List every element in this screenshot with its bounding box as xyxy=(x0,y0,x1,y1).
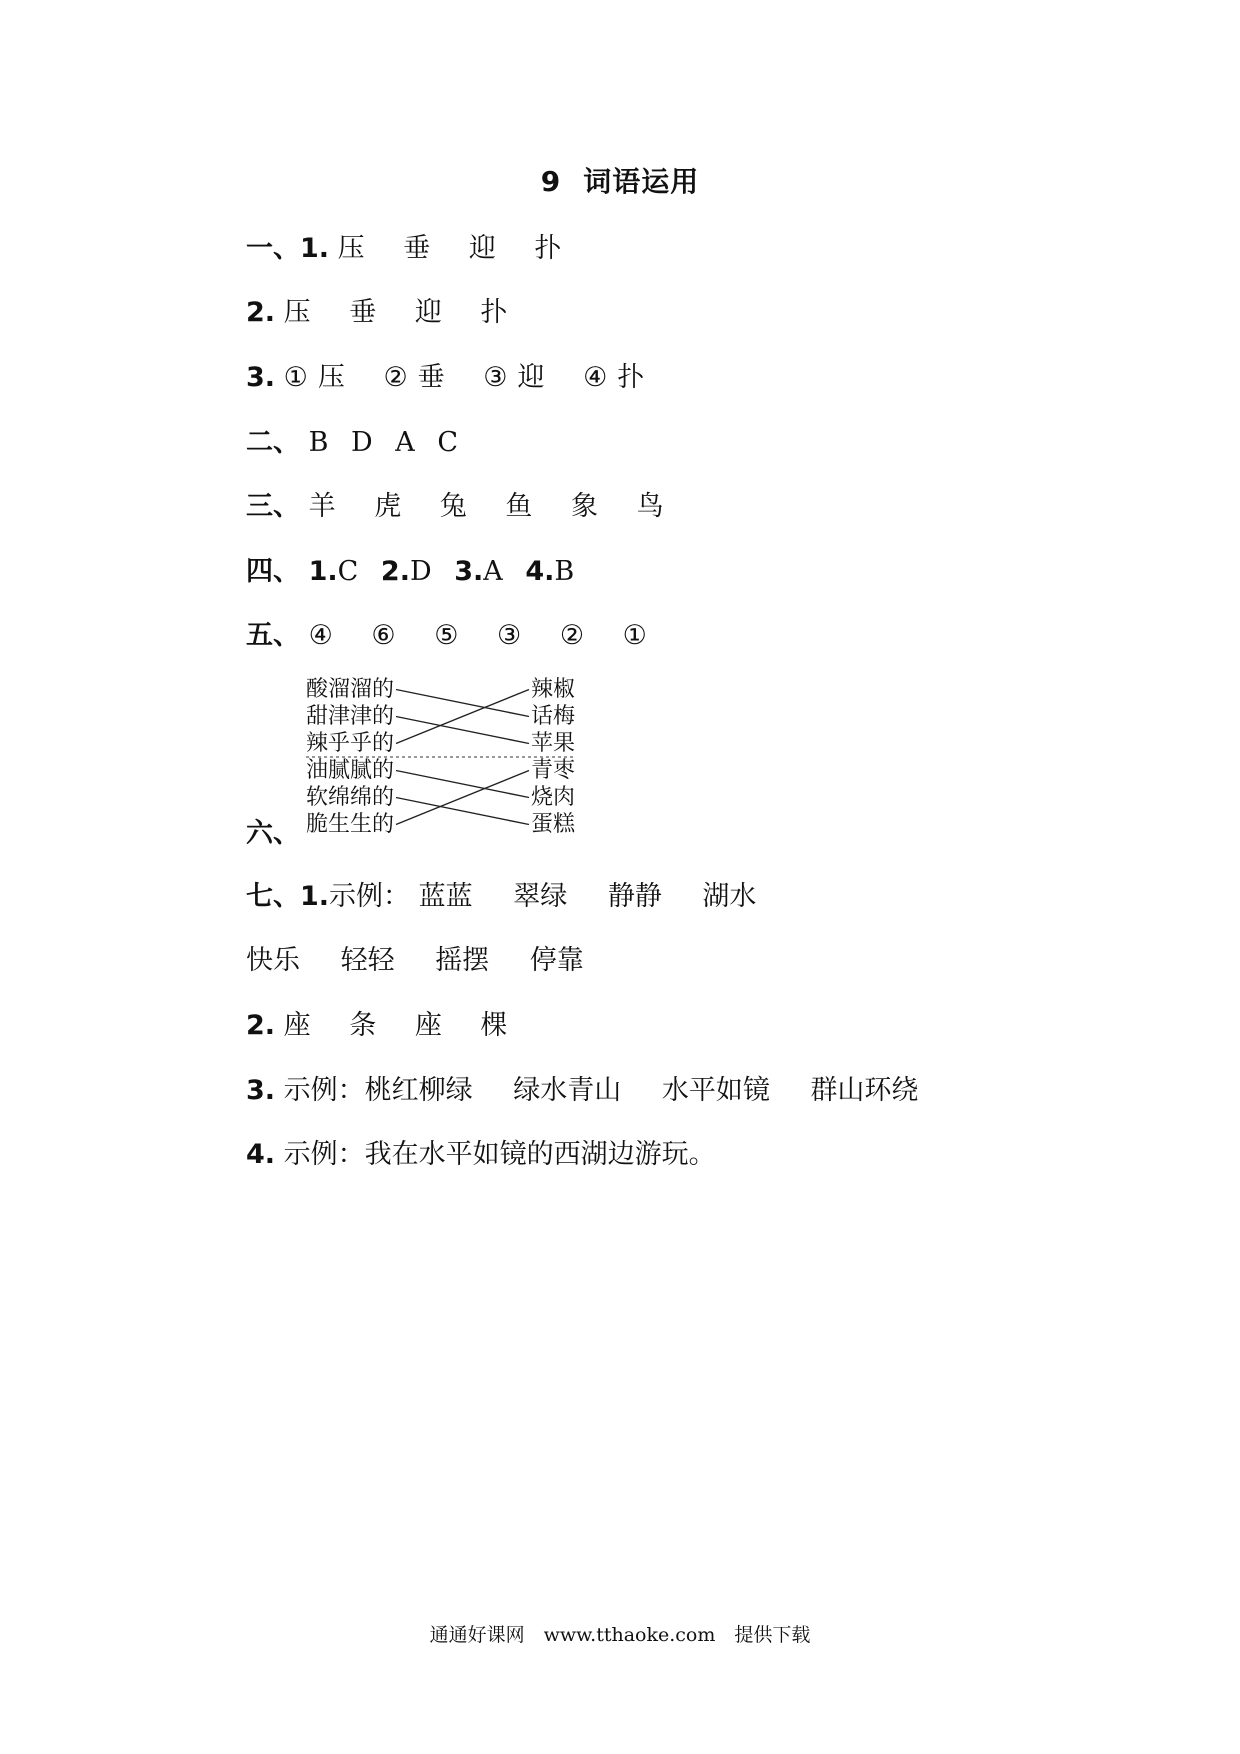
answer-item: 虎 xyxy=(374,491,402,522)
matching-diagram xyxy=(246,676,646,849)
matching-right-item: 蛋糕 xyxy=(531,812,576,837)
answer-item: 压 xyxy=(317,362,345,393)
matching-right-item: 苹果 xyxy=(531,731,576,756)
answer-item: 垂 xyxy=(403,233,431,264)
answer-label: 3. xyxy=(246,1075,276,1106)
answer-item: 垂 xyxy=(417,362,445,393)
answer-item: 翠绿 xyxy=(513,881,568,912)
answer-item: 扑 xyxy=(617,362,645,393)
answer-item: 绿水青山 xyxy=(513,1075,622,1106)
answer-item: 座 xyxy=(414,1010,442,1041)
answer-item: 蓝蓝 xyxy=(418,881,473,912)
answer-item: 鸟 xyxy=(636,491,664,522)
answer-item: ④ xyxy=(308,620,333,651)
answer-item: D xyxy=(351,427,373,458)
matching-line xyxy=(396,771,529,825)
answer-item: 快乐 xyxy=(246,945,300,976)
matching-right-item: 青枣 xyxy=(531,758,576,783)
answer-1-3 xyxy=(246,361,644,395)
answer-label: 4. xyxy=(246,1139,276,1170)
answer-item: C xyxy=(437,427,459,458)
answer-item: ① xyxy=(622,620,647,651)
answer-item: A xyxy=(483,556,503,587)
circled-number: ③ xyxy=(483,362,508,393)
answer-label: 2. xyxy=(246,297,276,328)
example-prefix: 示例： xyxy=(283,1139,365,1170)
answer-item: B xyxy=(308,427,329,458)
matching-left-item: 甜津津的 xyxy=(306,704,395,729)
answer-1-2 xyxy=(246,296,507,330)
matching-line xyxy=(396,690,529,717)
answer-item: 轻轻 xyxy=(340,945,395,976)
answer-item: 湖水 xyxy=(702,881,757,912)
matching-left-item: 油腻腻的 xyxy=(306,758,395,783)
answer-item: 迎 xyxy=(468,233,496,264)
page-title xyxy=(0,160,1240,200)
answer-item: ⑤ xyxy=(434,620,459,651)
answer-label: 2. xyxy=(246,1010,276,1041)
matching-line xyxy=(396,798,529,825)
matching-line xyxy=(396,771,529,798)
matching-line xyxy=(396,717,529,744)
answer-item: ② xyxy=(559,620,585,651)
answer-7-2 xyxy=(246,1009,507,1043)
answer-label: 三、 xyxy=(246,491,300,522)
answer-item: 迎 xyxy=(517,362,545,393)
answer-7-1-cont xyxy=(246,944,616,978)
answer-label: 七、1. xyxy=(246,881,330,912)
example-prefix: 示例： xyxy=(283,1075,365,1106)
question-number: 3. xyxy=(454,556,484,587)
answer-item: 象 xyxy=(570,491,598,522)
answer-item: 桃红柳绿 xyxy=(364,1075,473,1106)
answer-label: 五、 xyxy=(246,620,300,651)
question-number: 4. xyxy=(525,556,555,587)
answer-item: 条 xyxy=(349,1010,377,1041)
answer-item: 兔 xyxy=(439,491,467,522)
example-prefix: 示例： xyxy=(329,881,411,912)
question-number: 2. xyxy=(380,556,410,587)
answer-4 xyxy=(246,555,588,589)
matching-right-item: 辣椒 xyxy=(531,677,576,702)
answer-item: 扑 xyxy=(480,297,508,328)
matching-left-item: 酸溜溜的 xyxy=(306,677,395,702)
answer-label: 四、 xyxy=(246,556,300,587)
answer-item: 群山环绕 xyxy=(810,1075,919,1106)
circled-number: ① xyxy=(283,362,308,393)
answer-2 xyxy=(246,426,472,460)
matching-line xyxy=(396,690,529,744)
answer-3 xyxy=(246,490,664,524)
title-text: 词语运用 xyxy=(583,165,700,198)
matching-left-item: 辣乎乎的 xyxy=(306,731,395,756)
answer-item: 鱼 xyxy=(505,491,533,522)
answer-7-1 xyxy=(246,880,788,914)
answer-item: ③ xyxy=(497,620,522,651)
answer-item: 扑 xyxy=(534,233,562,264)
page-footer: 通通好课网 www.tthaoke.com 提供下载 xyxy=(429,1624,811,1646)
circled-number: ④ xyxy=(583,362,608,393)
circled-number: ② xyxy=(383,362,408,393)
answer-item: 羊 xyxy=(308,491,336,522)
answer-item: 迎 xyxy=(414,297,442,328)
answer-item: 停靠 xyxy=(529,945,584,976)
answer-item: A xyxy=(395,427,415,458)
answer-1-1 xyxy=(246,232,561,266)
answer-label: 3. xyxy=(246,362,276,393)
answer-item: 静静 xyxy=(607,881,662,912)
answer-item: 摇摆 xyxy=(435,945,490,976)
answer-7-3 xyxy=(246,1074,950,1108)
question-number: 1. xyxy=(308,556,338,587)
answer-item: 垂 xyxy=(349,297,377,328)
title-number: 9 xyxy=(540,165,562,198)
answer-item: B xyxy=(554,556,575,587)
answer-item: C xyxy=(337,556,359,587)
answer-item: ⑥ xyxy=(371,620,396,651)
answer-5 xyxy=(246,619,647,653)
answer-item: 棵 xyxy=(480,1010,508,1041)
matching-lines xyxy=(246,676,646,846)
answer-item: D xyxy=(409,556,432,587)
matching-right-item: 话梅 xyxy=(531,704,576,729)
answer-label: 二、 xyxy=(246,427,300,458)
example-sentence: 我在水平如镜的西湖边游玩。 xyxy=(364,1139,716,1170)
answer-label: 六、 xyxy=(246,818,300,849)
matching-left-item: 软绵绵的 xyxy=(306,785,395,810)
answer-item: 压 xyxy=(337,233,365,264)
answer-7-4 xyxy=(246,1138,716,1172)
answer-item: 水平如镜 xyxy=(661,1075,770,1106)
matching-left-item: 脆生生的 xyxy=(306,812,395,837)
answer-label: 一、1. xyxy=(246,233,330,264)
answer-item: 座 xyxy=(283,1010,311,1041)
answer-item: 压 xyxy=(283,297,311,328)
matching-right-item: 烧肉 xyxy=(531,785,576,810)
